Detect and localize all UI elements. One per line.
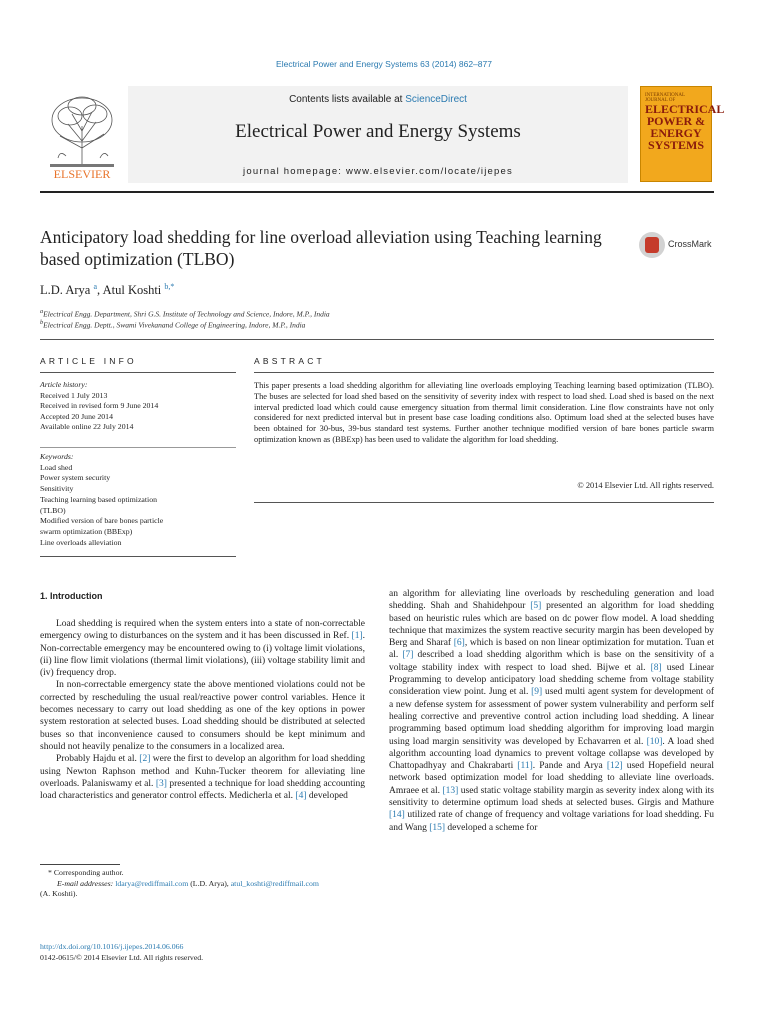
citation-link[interactable]: [4] [295, 791, 307, 802]
info-rule [40, 372, 236, 373]
citation-link[interactable]: [15] [429, 822, 446, 833]
text-run: described a load shedding algorithm which is base on the sensitivity of a voltage stability index with respect to load shed. Bijwe et al. [389, 650, 714, 673]
text-run: Load shedding is required when the system enters into a state of non-correctable emergency owing to disturbances on the system and it has been discussed in Ref. [40, 619, 365, 642]
abstract-heading: ABSTRACT [254, 356, 325, 366]
text-run: presented an algorithm for load shedding based on heuristic rules which are based on dc power flow model. A load shedding technique that maximizes the system reactive security margin has been developed by Berg and Sharaf [389, 601, 714, 649]
text-run: . A load shed algorithm accounting load dynamics to prevent voltage collapse was developed by Chattopadhyay and Chakrabarti [389, 736, 714, 772]
paragraph [40, 753, 365, 802]
issn-line: 0142-0615/© 2014 Elsevier Ltd. All rights reserved. [40, 953, 204, 962]
email-link[interactable]: ldarya@rediffmail.com [115, 878, 189, 888]
email-line [40, 879, 365, 890]
author-list [40, 282, 174, 298]
journal-header [40, 86, 725, 186]
citation-link[interactable]: [12] [606, 761, 623, 772]
text-run: an algorithm for alleviating line overloads by rescheduling generation and load shedding. Shah and Shahidehpour [389, 589, 714, 612]
header-rule [40, 191, 714, 193]
doi-link[interactable]: http://dx.doi.org/10.1016/j.ijepes.2014.06.066 [40, 942, 184, 951]
abstract-text: This paper presents a load shedding algorithm for alleviating line overloads employing Teaching learning based optimization (TLBO). The buses are selected for load shed based on the sensitivity of severity index with respect to load shed. Load shed is based on the next interval predicted load which could cause emergency situation from thermal limit consideration. Line flow constraints have not only considered for next predicted interval but in present base case loading conditions also. Optimum load shed at the selected buses have been obtained for 30-bus, 39-bus standard test systems. Further another technique modified version of bare bones particle swarm optimization known as (BBExp) has been used to validate the algorithm for load shedding. [254, 381, 714, 444]
abstract-rule [254, 372, 714, 373]
journal-homepage [128, 166, 628, 177]
corresponding-author-note: * Corresponding author. [48, 868, 124, 877]
text-run: , which is based on non linear optimization for mutation. Tuan et al. [389, 638, 714, 661]
text-run: utilized rate of change of frequency and voltage variations for load shedding. Fu and Wang [389, 810, 714, 833]
section-rule [40, 339, 714, 340]
keyword: (TLBO) [40, 505, 66, 515]
text-run: used static voltage stability margin as severity index along with its sensitivity to determine optimum load sheds at selected buses. Girgis and Mathure [389, 785, 714, 809]
cover-top-text: INTERNATIONAL JOURNAL OF [645, 93, 685, 103]
keywords [40, 452, 236, 548]
contents-prefix: Contents lists available at [289, 94, 406, 105]
affiliation-a: $^a$Electrical Engg. Department, Shri G.S. Institute of Technology and Science, Indore, M.P., India [40, 308, 330, 319]
keyword: Modified version of bare bones particle [40, 516, 164, 526]
author-name: L.D. Arya [40, 283, 91, 298]
text-run: developed [306, 791, 348, 802]
affiliation-b: $^b$Electrical Engg. Deptt., Swami Vivekanand College of Engineering, Indore, M.P., India [40, 319, 306, 330]
text-run: presented a technique for load shedding accounting load characteristics and generator control effects. Medicherla et al. [40, 778, 365, 802]
email-link[interactable]: atul_koshti@rediffmail.com [230, 878, 319, 888]
email-owner: (A. Koshti). [40, 889, 78, 898]
paragraph [40, 618, 365, 679]
keyword: Power system security [40, 473, 111, 483]
citation-link[interactable]: [5] [530, 601, 542, 612]
keyword: swarm optimization (BBExp) [40, 526, 133, 536]
paragraph: In non-correctable emergency state the above mentioned violations could not be corrected by rescheduling the usual real/reactive power control variables. Hence it becomes necessary to carry out load shedding as one of the key options in power system restoration at selected buses. Load shedding should be distributed at selected buses so that inconvenience caused to consumers should be kept minimum and should not heavily penalize to the consumers in a localized area. [40, 680, 365, 752]
email-label: E-mail addresses: [57, 878, 116, 888]
contents-line [128, 94, 628, 105]
section-heading-introduction: 1. Introduction [40, 591, 103, 601]
history-item: Available online 22 July 2014 [40, 422, 134, 431]
citation-link[interactable]: [13] [442, 785, 459, 796]
citation-link[interactable]: [9] [531, 687, 543, 698]
publisher-wordmark: ELSEVIER [53, 167, 111, 181]
article-title: Anticipatory load shedding for line overload alleviation using Teaching learning based optimization (TLBO) [40, 227, 602, 269]
author-name: Atul Koshti [102, 283, 162, 298]
history-rule [40, 447, 236, 448]
history-label: Article history: [40, 380, 88, 389]
keywords-label: Keywords: [40, 452, 74, 461]
body-column-right [389, 588, 714, 834]
keyword: Line overloads alleviation [40, 537, 122, 547]
paragraph [389, 588, 714, 834]
doi-block [40, 941, 203, 963]
author-affil-marker[interactable]: b,* [164, 282, 175, 291]
affiliation-text: Electrical Engg. Department, Shri G.S. Institute of Technology and Science, Indore, M.P., India [43, 309, 330, 319]
cover-title: ELECTRICAL POWER & ENERGY SYSTEMS [645, 102, 725, 152]
citation-link[interactable]: [8] [650, 662, 662, 673]
crossmark-label: CrossMark [668, 239, 712, 249]
article-info-heading: ARTICLE INFO [40, 356, 137, 366]
journal-cover[interactable] [640, 86, 725, 182]
citation-link[interactable]: [1] [351, 631, 363, 642]
email-owner: (L.D. Arya), [188, 878, 231, 888]
crossmark-icon [639, 232, 665, 258]
sciencedirect-link[interactable]: ScienceDirect [405, 94, 467, 105]
text-run: were the first to develop an algorithm for load shedding using Newton Raphson method and Kuhn-Tucker theorem for alleviating line overloads. Palaniswamy et al. [40, 754, 366, 789]
author-separator: , [97, 283, 103, 298]
text-run: used multi agent system for development of a new defense system for assessment of power system vulnerability and perform self healing corrective and preventive control action including load shedding. A linear programming based optimum load shedding algorithm for improving load margin using load margin sensitivity was developed by Echavarren et al. [389, 687, 714, 747]
citation-link[interactable]: [3] [155, 778, 167, 789]
footnote-rule [40, 864, 120, 865]
crossmark-button[interactable] [639, 232, 717, 258]
journal-citation[interactable]: Electrical Power and Energy Systems 63 (2014) 862–877 [276, 59, 492, 69]
text-run: Probably Hajdu et al. [56, 754, 140, 765]
history-item: Received 1 July 2013 [40, 390, 108, 400]
body-column-left [40, 618, 365, 802]
citation-link[interactable]: [11] [517, 761, 533, 772]
citation-link[interactable]: [2] [139, 754, 151, 765]
text-run: used Linear Programming to develop anticipatory load shedding scheme from voltage stability consideration view point. Jung et al. [389, 662, 715, 698]
info-bottom-rule [40, 556, 236, 557]
header-band [128, 86, 628, 183]
copyright: © 2014 Elsevier Ltd. All rights reserved. [577, 481, 714, 490]
keyword: Load shed [40, 462, 73, 472]
keyword: Teaching learning based optimization [40, 494, 158, 504]
affiliation-text: Electrical Engg. Deptt., Swami Vivekanand College of Engineering, Indore, M.P., India [43, 320, 306, 330]
citation-link[interactable]: [7] [402, 650, 414, 661]
text-run: . Non-correctable emergency may be encountered owing to (i) voltage limit violations, (ii) line flow limit violations (thermal limit violations), (iii) voltage stability limit and (iv) frequency drop. [40, 631, 365, 679]
text-run: . Pande and Arya [532, 761, 607, 772]
history-item: Accepted 20 June 2014 [40, 411, 113, 421]
author-affil-marker[interactable]: a [93, 282, 98, 291]
text-run: developed a scheme for [445, 822, 538, 833]
article-history [40, 380, 236, 433]
homepage-prefix: journal homepage: [243, 166, 346, 177]
footnote [40, 868, 365, 900]
homepage-url[interactable]: www.elsevier.com/locate/ijepes [345, 166, 513, 177]
citation-link[interactable]: [10] [646, 736, 663, 747]
citation-link[interactable]: [14] [389, 810, 405, 821]
history-item: Received in revised form 9 June 2014 [40, 401, 159, 410]
abstract-bottom-rule [254, 502, 714, 503]
elsevier-tree-logo [40, 86, 124, 182]
text-run: used Hopefield neural network based optimization model for load shedding to alleviate line overloads. Amraee et al. [389, 761, 714, 796]
citation-link[interactable]: [6] [453, 638, 465, 649]
keyword: Sensitivity [40, 484, 74, 494]
journal-title: Electrical Power and Energy Systems [235, 121, 521, 142]
